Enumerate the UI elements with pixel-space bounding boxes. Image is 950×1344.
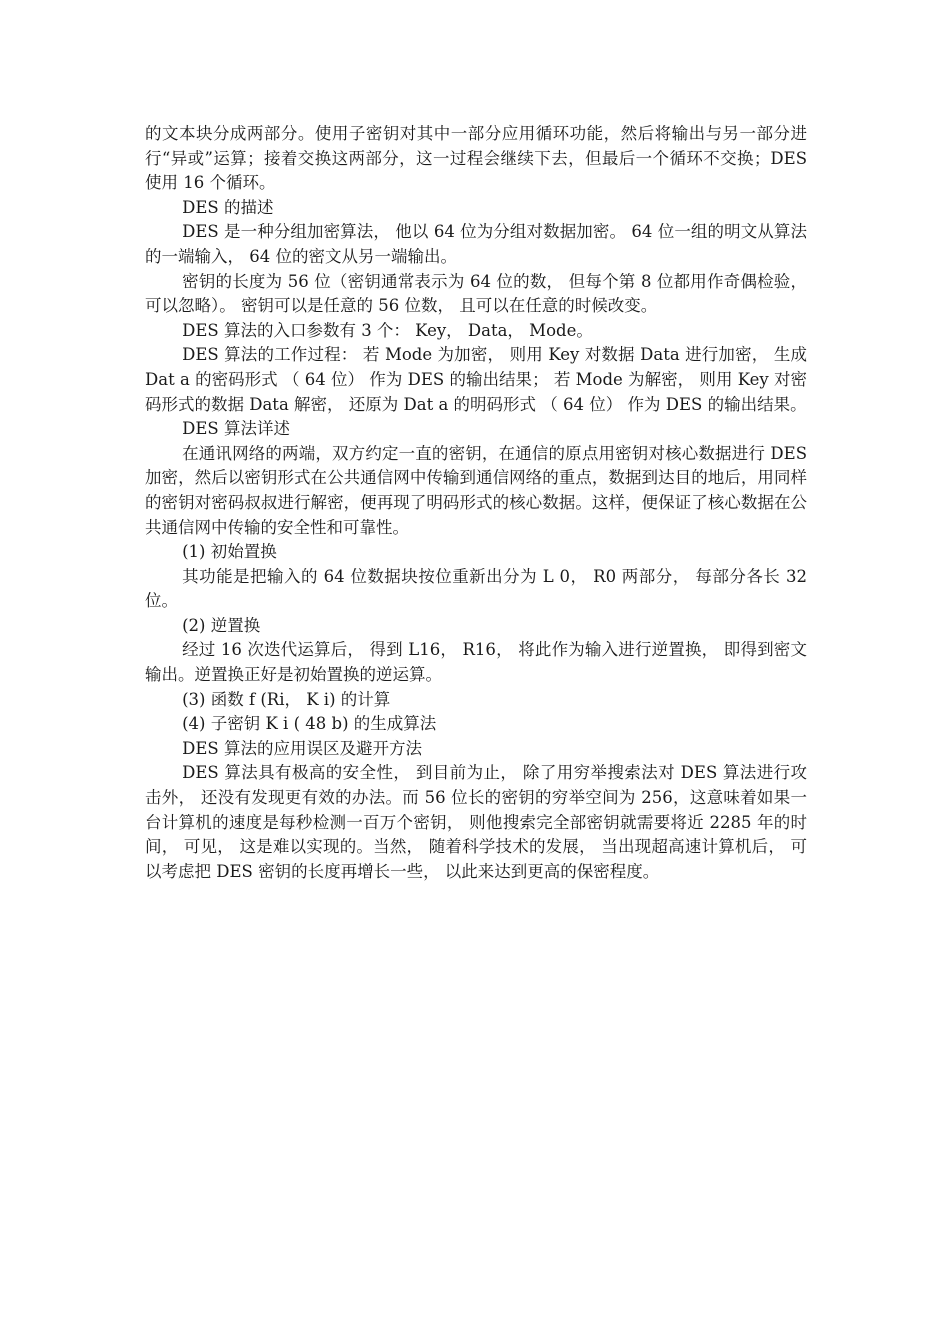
paragraph-security: DES 算法具有极高的安全性， 到目前为止， 除了用穷举搜索法对 DES 算法进行攻击外， 还没有发现更有效的办法。而 56 位长的密钥的穷举空间为 256，这意味着如果一台计算机的速度是每秒检测一百万个密钥， 则他搜索完全部密钥就需要将近 2285 年的时间， 可见， 这是难以实现的。当然， 随着科学技术的发展， 当出现超高速计算机后， 可以考虑把 DES 密钥的长度再增长一些， 以此来达到更高的保密程度。: [145, 763, 807, 881]
subheading-inverse-permutation: (2) 逆置换: [182, 615, 261, 635]
document-body: [145, 122, 807, 884]
subheading-initial-permutation: (1) 初始置换: [182, 542, 277, 562]
paragraph-entry-parameters: DES 算法的入口参数有 3 个： Key， Data， Mode。: [182, 320, 593, 340]
paragraph-initial-permutation: 其功能是把输入的 64 位数据块按位重新出分为 L 0， R0 两部分， 每部分各长 32 位。: [145, 566, 807, 611]
subheading-function-f: (3) 函数 f (Ri， K i) 的计算: [182, 689, 391, 709]
paragraph-key-length: 密钥的长度为 56 位（密钥通常表示为 64 位的数， 但每个第 8 位都用作奇偶检验， 可以忽略）。 密钥可以是任意的 56 位数， 且可以在任意的时候改变。: [145, 271, 807, 316]
section-heading-pitfalls: DES 算法的应用误区及避开方法: [182, 738, 422, 758]
section-heading-des-description: DES 的描述: [182, 197, 274, 217]
paragraph-des-block-cipher: DES 是一种分组加密算法， 他以 64 位为分组对数据加密。 64 位一组的明文从算法的一端输入， 64 位的密文从另一端输出。: [145, 222, 807, 266]
paragraph-continuation: 的文本块分成两部分。使用子密钥对其中一部分应用循环功能，然后将输出与另一部分进行“异或”运算；接着交换这两部分，这一过程会继续下去，但最后一个循环不交换；DES 使用 16 个循环。: [145, 124, 807, 193]
subheading-subkey-generation: (4) 子密钥 K i ( 48 b) 的生成算法: [182, 714, 437, 734]
paragraph-inverse-permutation: 经过 16 次迭代运算后， 得到 L16， R16， 将此作为输入进行逆置换， 即得到密文输出。逆置换正好是初始置换的逆运算。: [145, 640, 807, 685]
paragraph-network-usage: 在通讯网络的两端，双方约定一直的密钥，在通信的原点用密钥对核心数据进行 DES 加密，然后以密钥形式在公共通信网中传输到通信网络的重点，数据到达目的地后，用同样的密钥对密码叔叔进行解密，便再现了明码形式的核心数据。这样，便保证了核心数据在公共通信网中传输的安全性和可靠性。: [145, 443, 807, 537]
section-heading-algorithm-detail: DES 算法详述: [182, 419, 290, 439]
paragraph-work-process: DES 算法的工作过程： 若 Mode 为加密， 则用 Key 对数据 Data 进行加密， 生成 Dat a 的密码形式 （ 64 位） 作为 DES 的输出结果； 若 Mode 为解密， 则用 Key 对密码形式的数据 Data 解密， 还原为 Dat a 的明码形式 （ 64 位） 作为 DES 的输出结果。: [145, 345, 807, 414]
